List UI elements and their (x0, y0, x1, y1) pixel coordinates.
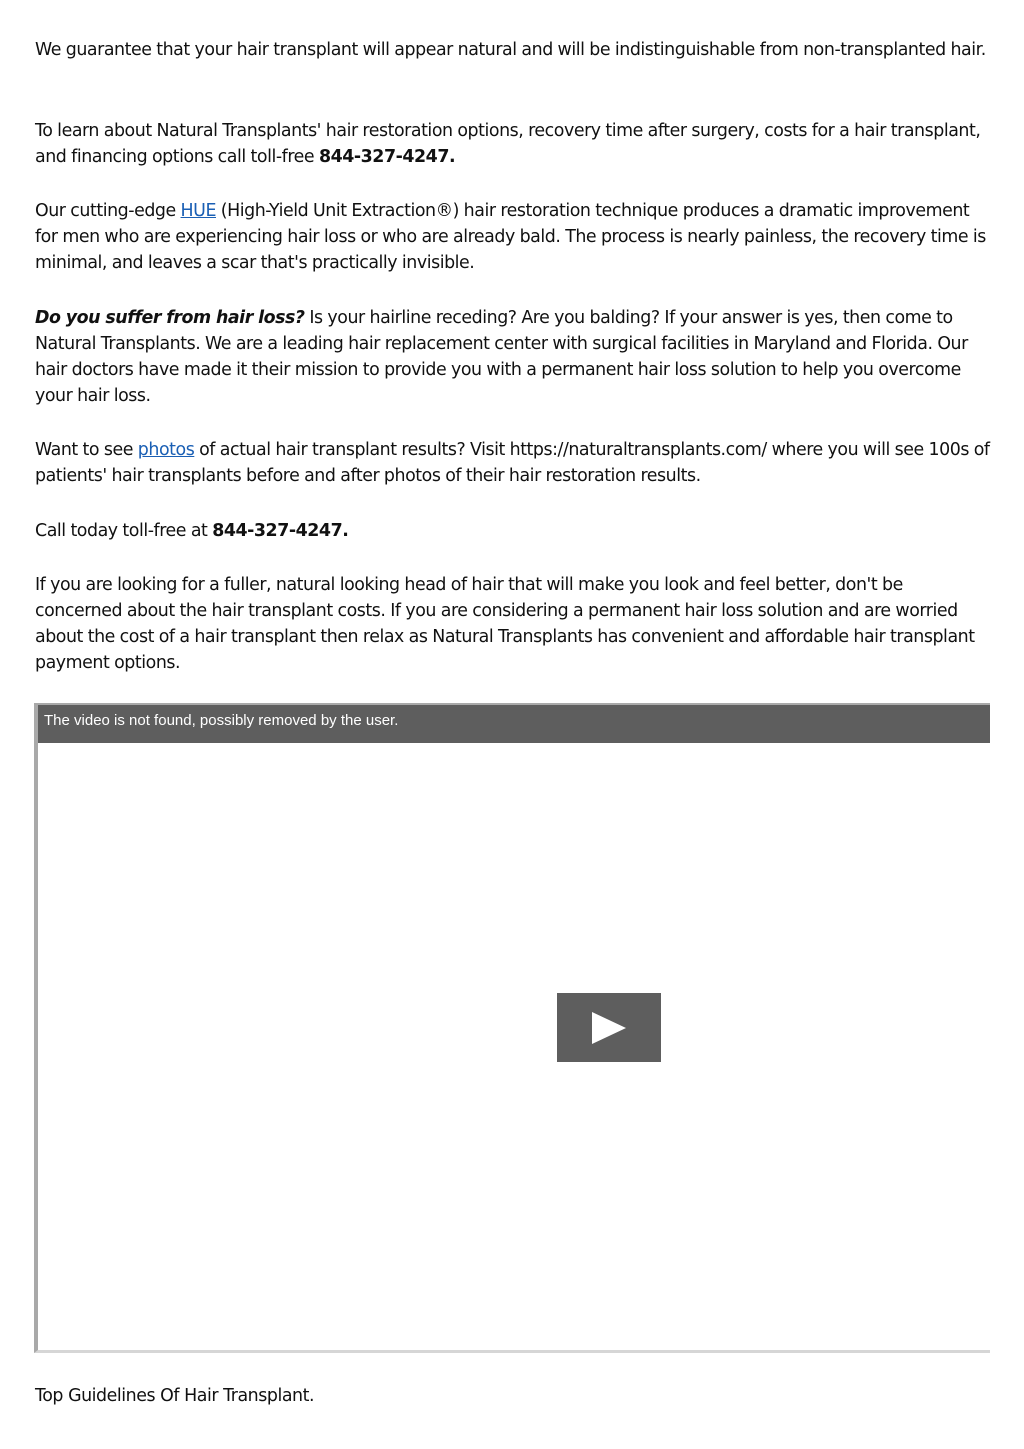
footer-title: Top Guidelines Of Hair Transplant. (35, 1386, 315, 1406)
phone-number: 844-327-4247. (318, 147, 456, 167)
hue-link[interactable]: HUE (180, 201, 216, 221)
paragraph-text: Is your hairline receding? Are you balding? If your answer is yes, then come to Natural Transplants. We are a leading hair replacement center with surgical facilities in Maryland and Florida. Our hair doctors have made it their mission to provide you with a permanent hair loss solution to help you overcome your hair loss. (35, 308, 968, 406)
paragraph-text: To learn about Natural Transplants' hair restoration options, recovery time after surgery, costs for a hair transplant, and financing options call toll-free (35, 121, 981, 167)
paragraph-call-today (35, 518, 993, 544)
paragraph-lead: Do you suffer from hair loss? (35, 308, 305, 328)
video-error-message: The video is not found, possibly removed by the user. (44, 712, 399, 729)
photos-link[interactable]: photos (137, 440, 195, 460)
paragraph-text: of actual hair transplant results? Visit https://naturaltransplants.com/ where you will see 100s of patients' hair transplants before and after photos of their hair restoration results. (35, 440, 990, 486)
video-embed[interactable] (34, 703, 990, 1353)
paragraph-text: Our cutting-edge (35, 201, 181, 221)
play-button[interactable] (557, 993, 661, 1062)
phone-number: 844-327-4247. (212, 521, 349, 541)
paragraph-natural-guarantee (35, 37, 993, 63)
paragraph-text: (High-Yield Unit Extraction®) hair restoration technique produces a dramatic improvement for men who are experiencing hair loss or who are already bald. The process is nearly painless, the recovery time is minimal, and leaves a scar that's practically invisible. (35, 201, 986, 273)
paragraph-hair-loss (35, 305, 993, 409)
paragraph-text: Want to see (35, 440, 138, 460)
paragraph-text: Call today toll-free at (35, 521, 213, 541)
video-error-bar (38, 705, 990, 743)
paragraph-photos (35, 437, 993, 489)
paragraph-text: We guarantee that your hair transplant will appear natural and will be indistinguishable from non-transplanted hair. (35, 40, 986, 60)
play-icon (589, 1010, 629, 1046)
paragraph-text: If you are looking for a fuller, natural looking head of hair that will make you look and feel better, don't be concerned about the hair transplant costs. If you are considering a permanent hair loss solution and are worried about the cost of a hair transplant then relax as Natural Transplants has convenient and affordable hair transplant payment options. (35, 575, 975, 673)
paragraph-learn-options (35, 118, 993, 170)
paragraph-costs (35, 572, 993, 676)
paragraph-hue-technique (35, 198, 993, 276)
